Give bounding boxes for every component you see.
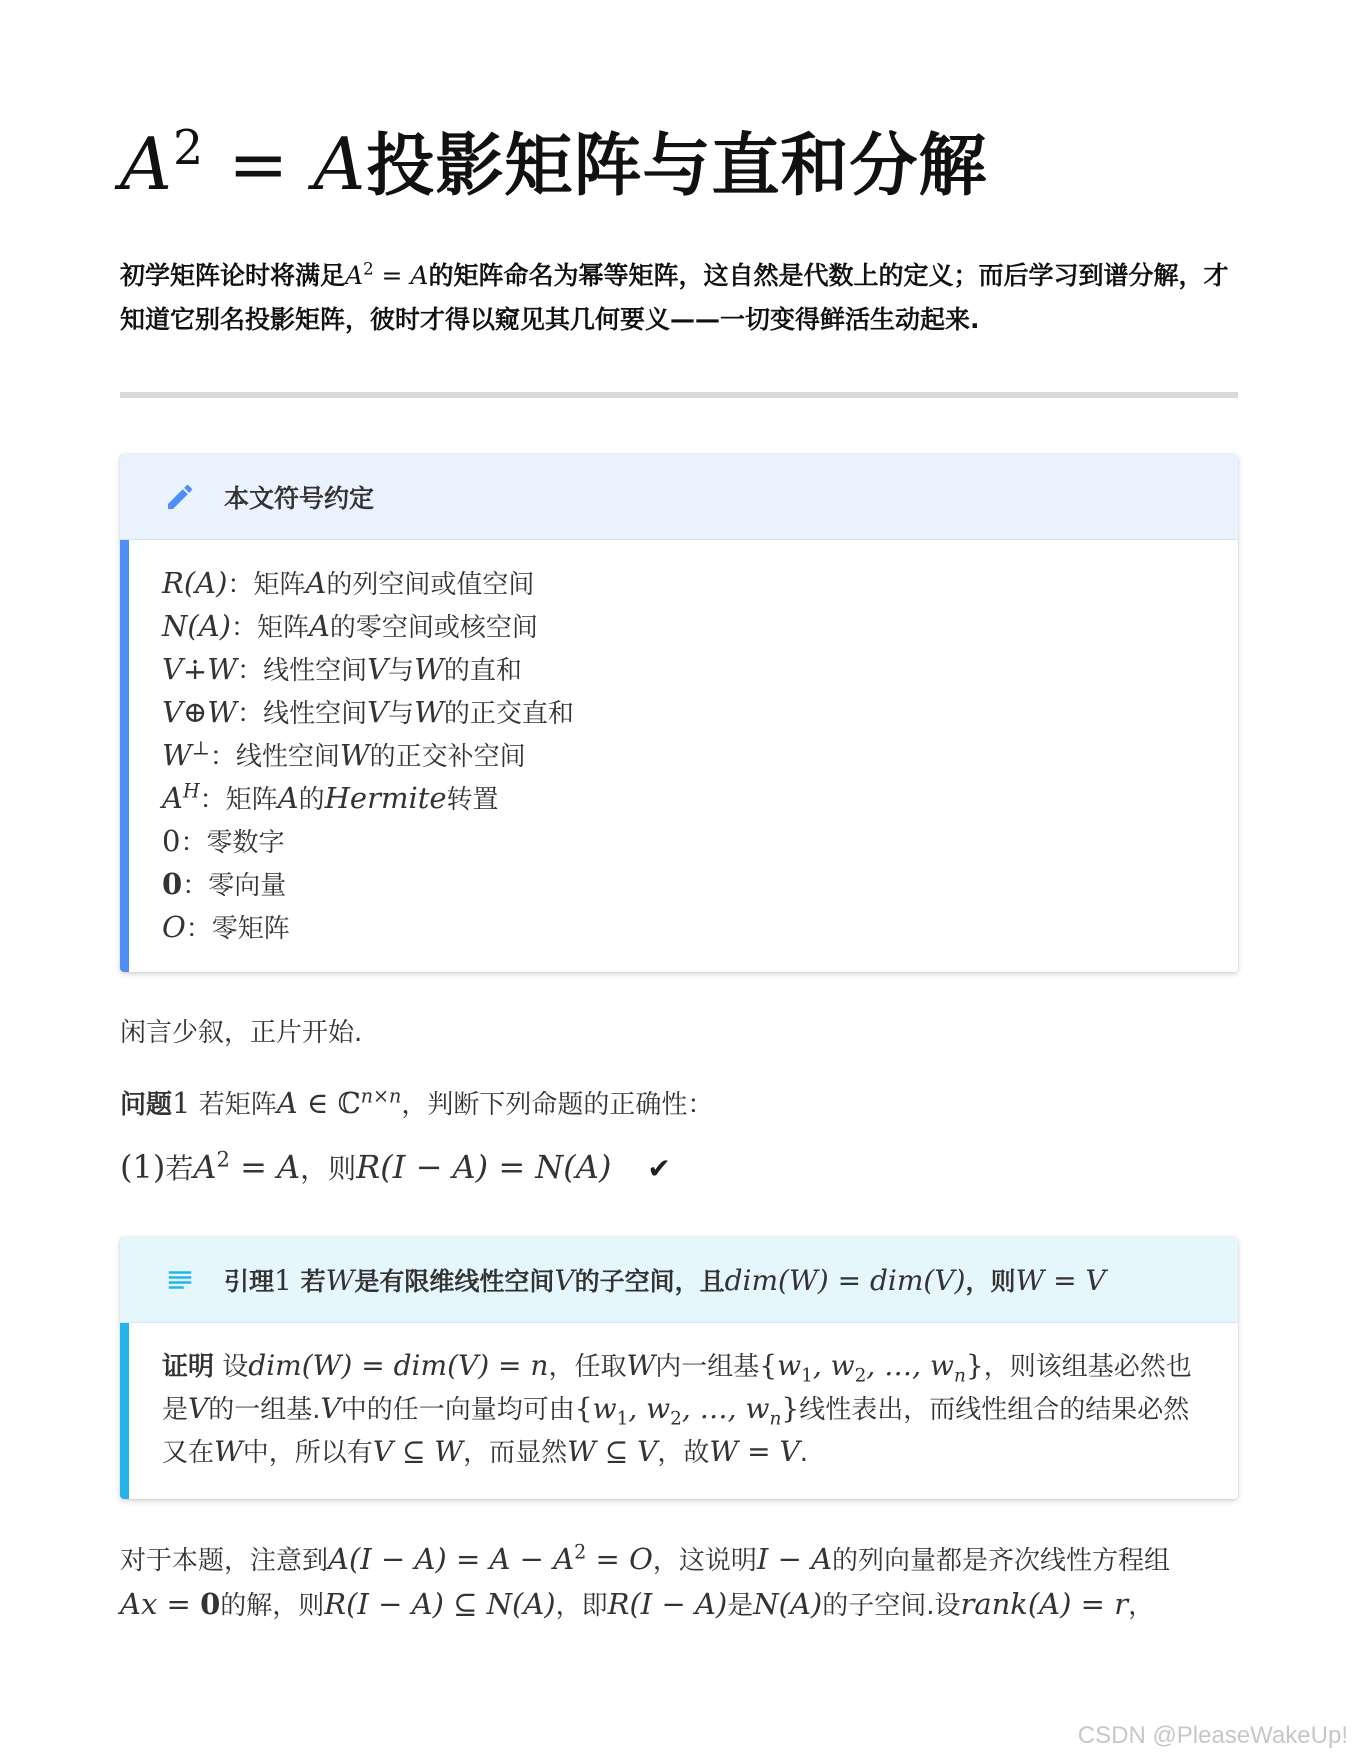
lemma-header [120,1237,1238,1323]
notation-row: W⊥：线性空间W的正交补空间 [162,736,526,772]
horizontal-divider [120,392,1238,398]
notation-row: O：零矩阵 [162,910,290,944]
watermark: CSDN @PleaseWakeUp! [1077,1722,1348,1749]
list-icon [162,1262,198,1298]
body-paragraph: 闲言少叙，正片开始. [120,1018,363,1048]
notation-row: V∔W：线性空间V与W的直和 [162,652,522,686]
notation-row: 0：零数字 [162,824,285,858]
lemma-proof: 证明 设dim(W) = dim(V) = n，任取W内一组基{$w_1$, $w_2$, …, $w_n$}，则该组基必然也是V的一组基.V中的任一向量均可由{$w_1$, $w_2$, …, $w_n$}线性表出，而线性组合的结果必然又在W中，所以有V ⊆ W，而显然W ⊆ V，故W = V. [162,1349,1192,1468]
intro-math: $A^2 = A$ [345,259,429,290]
pencil-icon [162,479,198,515]
notation-row: $A^H$：矩阵A的Hermite转置 [162,779,499,815]
notation-body [120,540,1238,972]
intro-text-b: 的矩阵命名为幂等矩阵，这自然是代数上的定义；而后学习到谱分解，才知道它别名投影矩阵，彼时才得以窥见其几何要义——一切变得鲜活生动起来. [120,261,1229,334]
notation-row: R(A)：矩阵A的列空间或值空间 [162,566,535,600]
notation-heading: 本文符号约定 [224,483,375,513]
title-math: $A^2 = A$ [120,121,367,206]
notation-row: 0：零向量 [162,867,287,901]
notation-header [120,454,1238,540]
notation-row: V⊕W：线性空间V与W的正交直和 [162,695,574,729]
question-label: 问题 [120,1090,173,1120]
check-mark-icon: ✔ [647,1152,671,1185]
intro-paragraph [120,254,1238,342]
notation-row: N(A)：矩阵A的零空间或核空间 [162,609,538,643]
question-item-1: (1)若$A^2 = A$，则R(I − A) = N(A) ✔ [120,1146,671,1186]
title-text: 投影矩阵与直和分解 [366,127,988,206]
intro-text-a: 初学矩阵论时将满足 [120,261,346,290]
proof-label: 证明 [162,1352,215,1382]
lemma-callout [120,1237,1238,1499]
question-paragraph: 问题1 若矩阵A ∈ ℂ$^{n\times n}$，判断下列命题的正确性： [120,1084,714,1120]
notation-callout [120,454,1238,972]
page-title [120,112,987,209]
conclusion-paragraph: 对于本题，注意到$A(I - A) = A - A^2 = O$，这说明I − A的列向量都是齐次线性方程组 Ax = 0的解，则R(I − A) ⊆ N(A)，即R(I − A)是N(A)的子空间.设rank(A) = r， [120,1540,1171,1621]
lemma-heading: 引理1 若W是有限维线性空间V的子空间，且dim(W) = dim(V)，则W = V [224,1263,1106,1297]
